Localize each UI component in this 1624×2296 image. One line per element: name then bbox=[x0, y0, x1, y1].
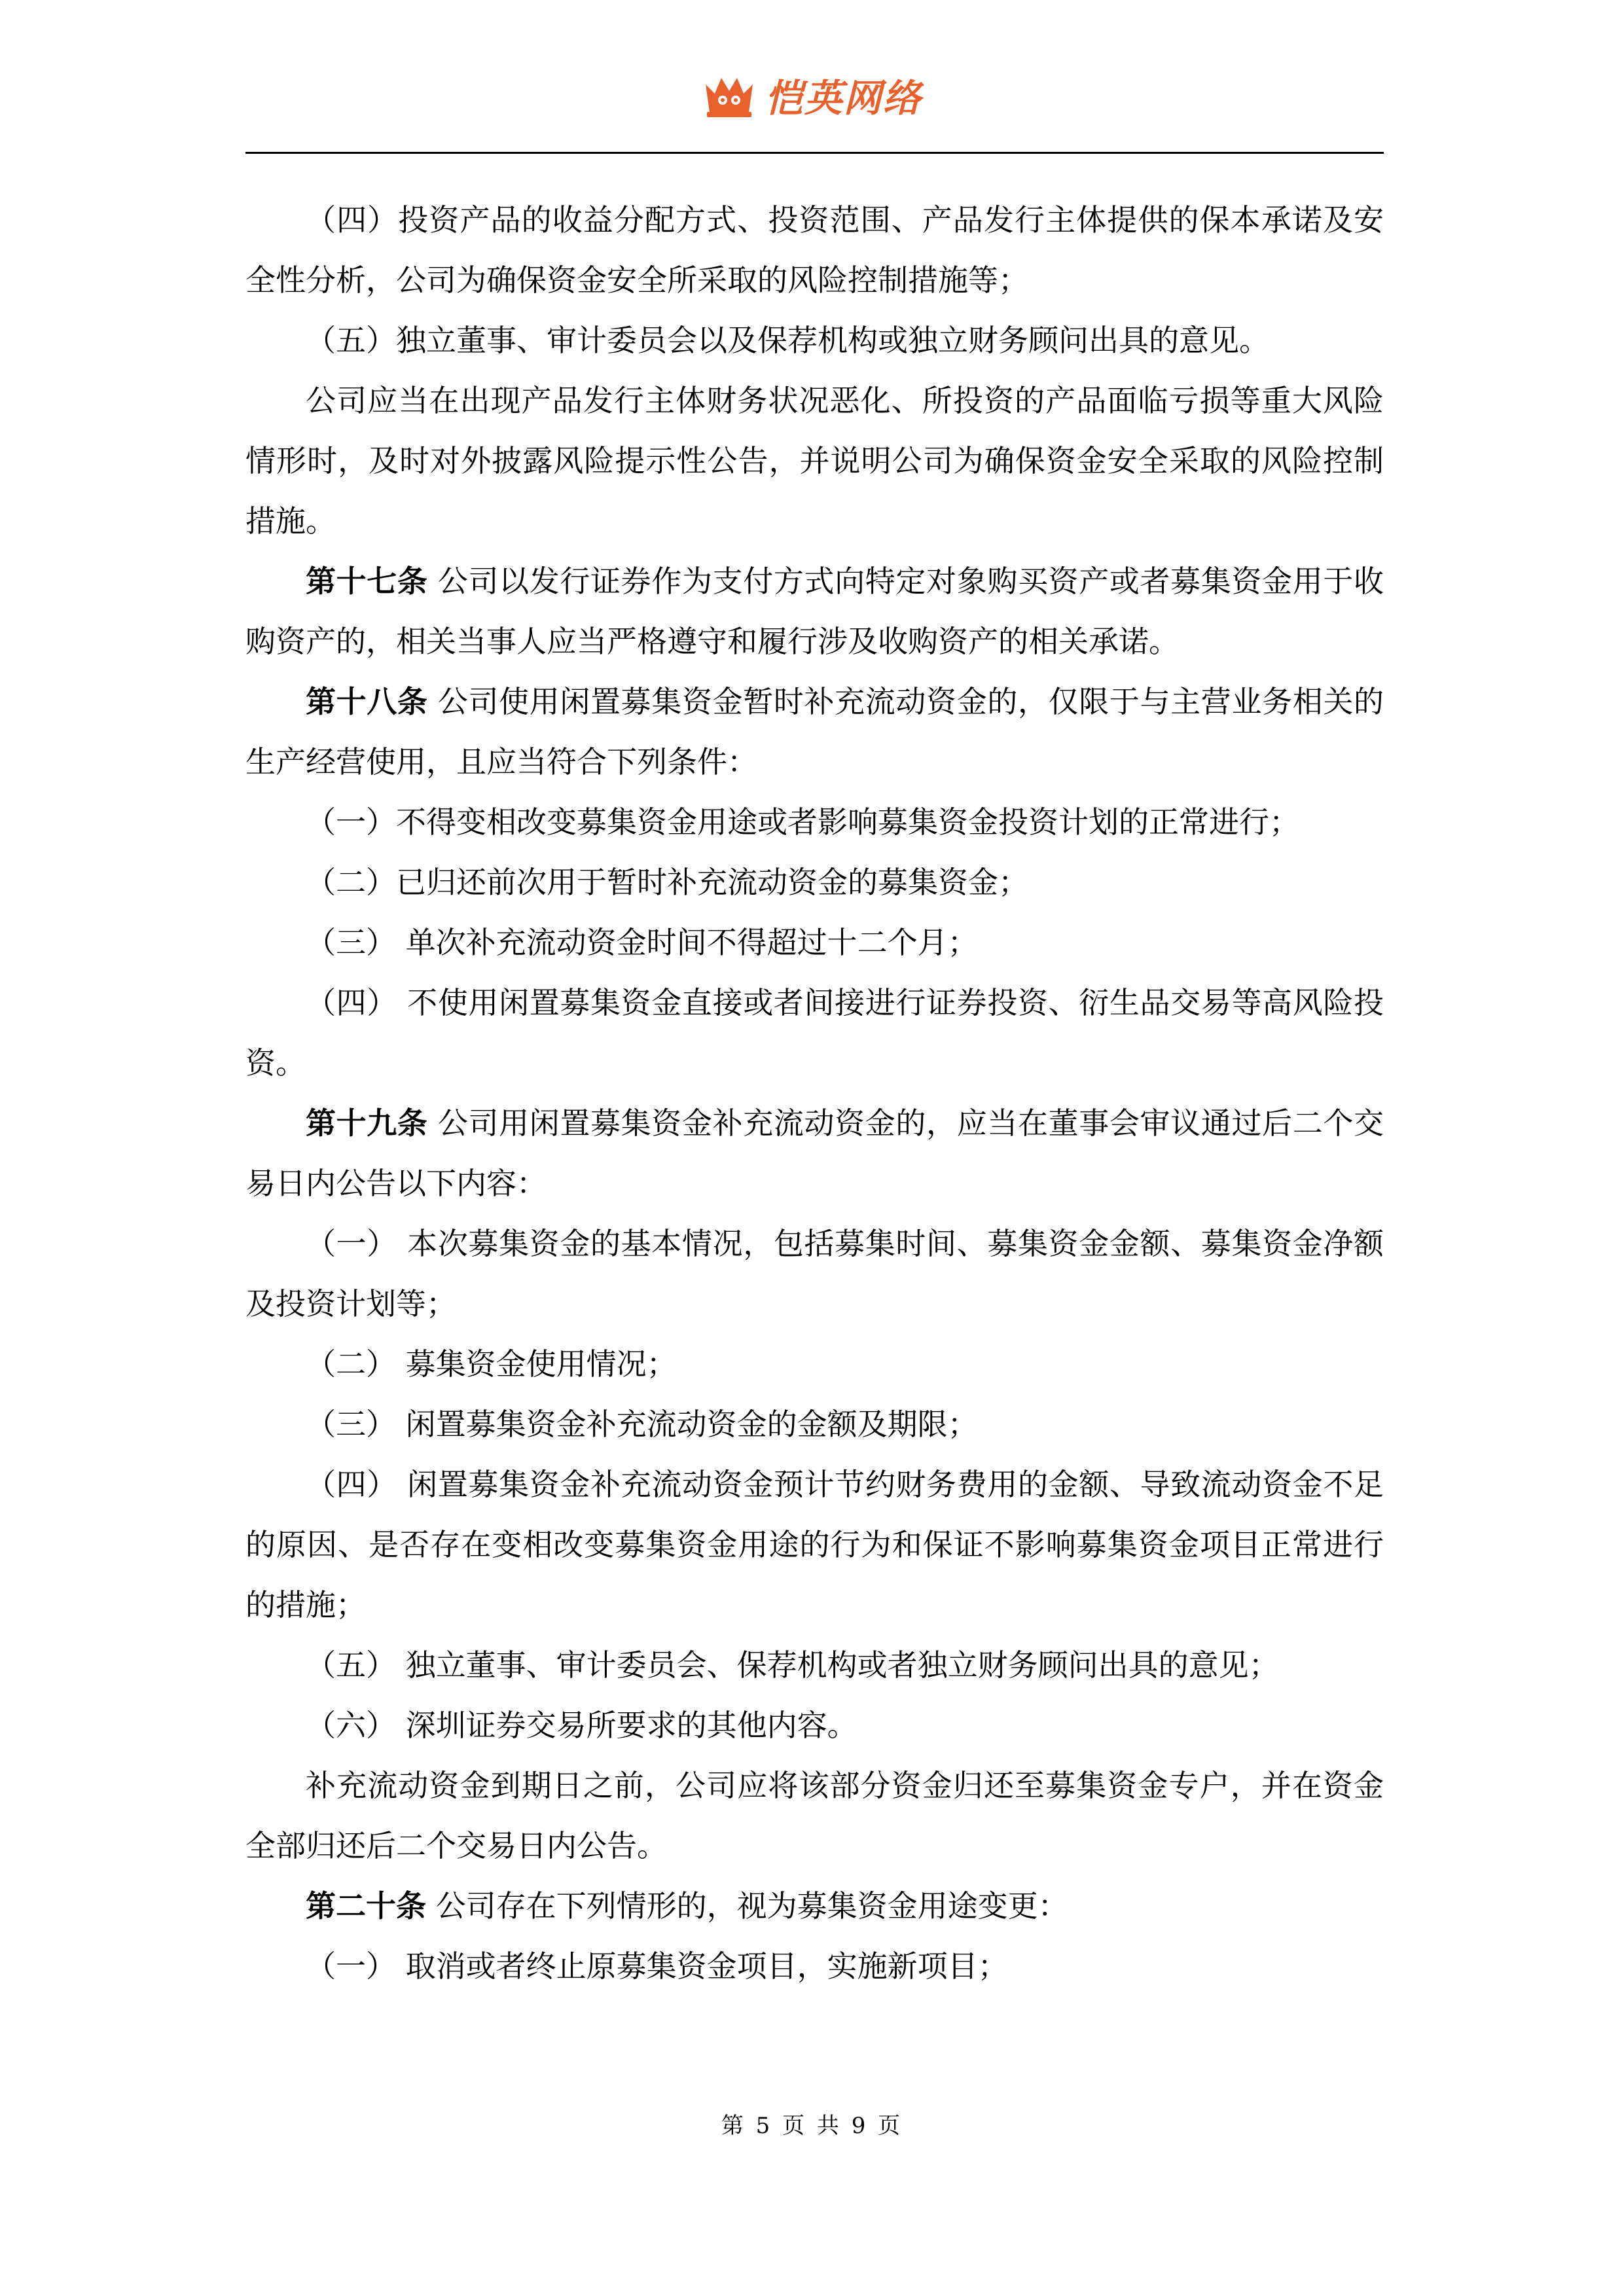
paragraph bbox=[245, 370, 1384, 551]
article-number: 第十七条 bbox=[306, 564, 428, 599]
paragraph bbox=[245, 1454, 1384, 1635]
paragraph bbox=[245, 1334, 1384, 1394]
paragraph-text: （三） 闲置募集资金补充流动资金的金额及期限； bbox=[306, 1407, 978, 1442]
paragraph bbox=[245, 973, 1384, 1093]
paragraph-text: （四）投资产品的收益分配方式、投资范围、产品发行主体提供的保本承诺及安全性分析，公司为确保资金安全所采取的风险控制措施等； bbox=[245, 202, 1384, 298]
page-number: 第 5 页 共 9 页 bbox=[721, 2113, 903, 2139]
article-number: 第十八条 bbox=[306, 684, 428, 719]
paragraph bbox=[245, 310, 1384, 370]
article-paragraph bbox=[245, 1876, 1384, 1936]
paragraph-text: （五）独立董事、审计委员会以及保荐机构或独立财务顾问出具的意见。 bbox=[306, 323, 1269, 358]
brand-name: 恺英网络 bbox=[765, 76, 922, 120]
paragraph-text: （二）已归还前次用于暂时补充流动资金的募集资金； bbox=[306, 865, 1028, 900]
paragraph bbox=[245, 852, 1384, 912]
paragraph bbox=[245, 1695, 1384, 1755]
paragraph-text: （一） 本次募集资金的基本情况，包括募集时间、募集资金金额、募集资金净额及投资计划等； bbox=[245, 1226, 1384, 1321]
paragraph bbox=[245, 1635, 1384, 1695]
paragraph-text: （六） 深圳证券交易所要求的其他内容。 bbox=[306, 1708, 857, 1743]
paragraph bbox=[245, 1394, 1384, 1454]
paragraph-text: （一）不得变相改变募集资金用途或者影响募集资金投资计划的正常进行； bbox=[306, 804, 1299, 840]
article-number: 第二十条 bbox=[306, 1888, 426, 1924]
paragraph-text: （三） 单次补充流动资金时间不得超过十二个月； bbox=[306, 925, 978, 960]
paragraph-text: （二） 募集资金使用情况； bbox=[306, 1346, 677, 1382]
brand-logo bbox=[702, 67, 922, 122]
article-paragraph bbox=[245, 551, 1384, 672]
paragraph-text: 公司存在下列情形的，视为募集资金用途变更： bbox=[435, 1888, 1068, 1924]
paragraph bbox=[245, 190, 1384, 310]
document-body bbox=[245, 190, 1384, 1996]
paragraph bbox=[245, 1755, 1384, 1876]
paragraph bbox=[245, 1213, 1384, 1334]
header-divider bbox=[245, 152, 1384, 154]
paragraph bbox=[245, 912, 1384, 973]
crown-logo-icon bbox=[702, 71, 757, 118]
paragraph bbox=[245, 792, 1384, 852]
paragraph-text: （一） 取消或者终止原募集资金项目，实施新项目； bbox=[306, 1948, 1008, 1984]
paragraph-text: 公司使用闲置募集资金暂时补充流动资金的，仅限于与主营业务相关的生产经营使用，且应当符合下列条件： bbox=[245, 684, 1384, 780]
paragraph bbox=[245, 1936, 1384, 1996]
paragraph-text: （五） 独立董事、审计委员会、保荐机构或者独立财务顾问出具的意见； bbox=[306, 1647, 1279, 1683]
paragraph-text: 公司应当在出现产品发行主体财务状况恶化、所投资的产品面临亏损等重大风险情形时，及时对外披露风险提示性公告，并说明公司为确保资金安全采取的风险控制措施。 bbox=[245, 383, 1384, 539]
page-header bbox=[0, 59, 1624, 131]
article-number: 第十九条 bbox=[306, 1105, 428, 1141]
article-paragraph bbox=[245, 1093, 1384, 1213]
paragraph-text: 补充流动资金到期日之前，公司应将该部分资金归还至募集资金专户，并在资金全部归还后二个交易日内公告。 bbox=[245, 1768, 1384, 1863]
article-paragraph bbox=[245, 672, 1384, 792]
paragraph-text: （四） 不使用闲置募集资金直接或者间接进行证券投资、衍生品交易等高风险投资。 bbox=[245, 985, 1384, 1081]
paragraph-text: （四） 闲置募集资金补充流动资金预计节约财务费用的金额、导致流动资金不足的原因、是否存在变相改变募集资金用途的行为和保证不影响募集资金项目正常进行的措施； bbox=[245, 1467, 1384, 1623]
paragraph-text: 公司以发行证券作为支付方式向特定对象购买资产或者募集资金用于收购资产的，相关当事人应当严格遵守和履行涉及收购资产的相关承诺。 bbox=[245, 564, 1384, 659]
paragraph-text: 公司用闲置募集资金补充流动资金的，应当在董事会审议通过后二个交易日内公告以下内容： bbox=[245, 1105, 1384, 1201]
